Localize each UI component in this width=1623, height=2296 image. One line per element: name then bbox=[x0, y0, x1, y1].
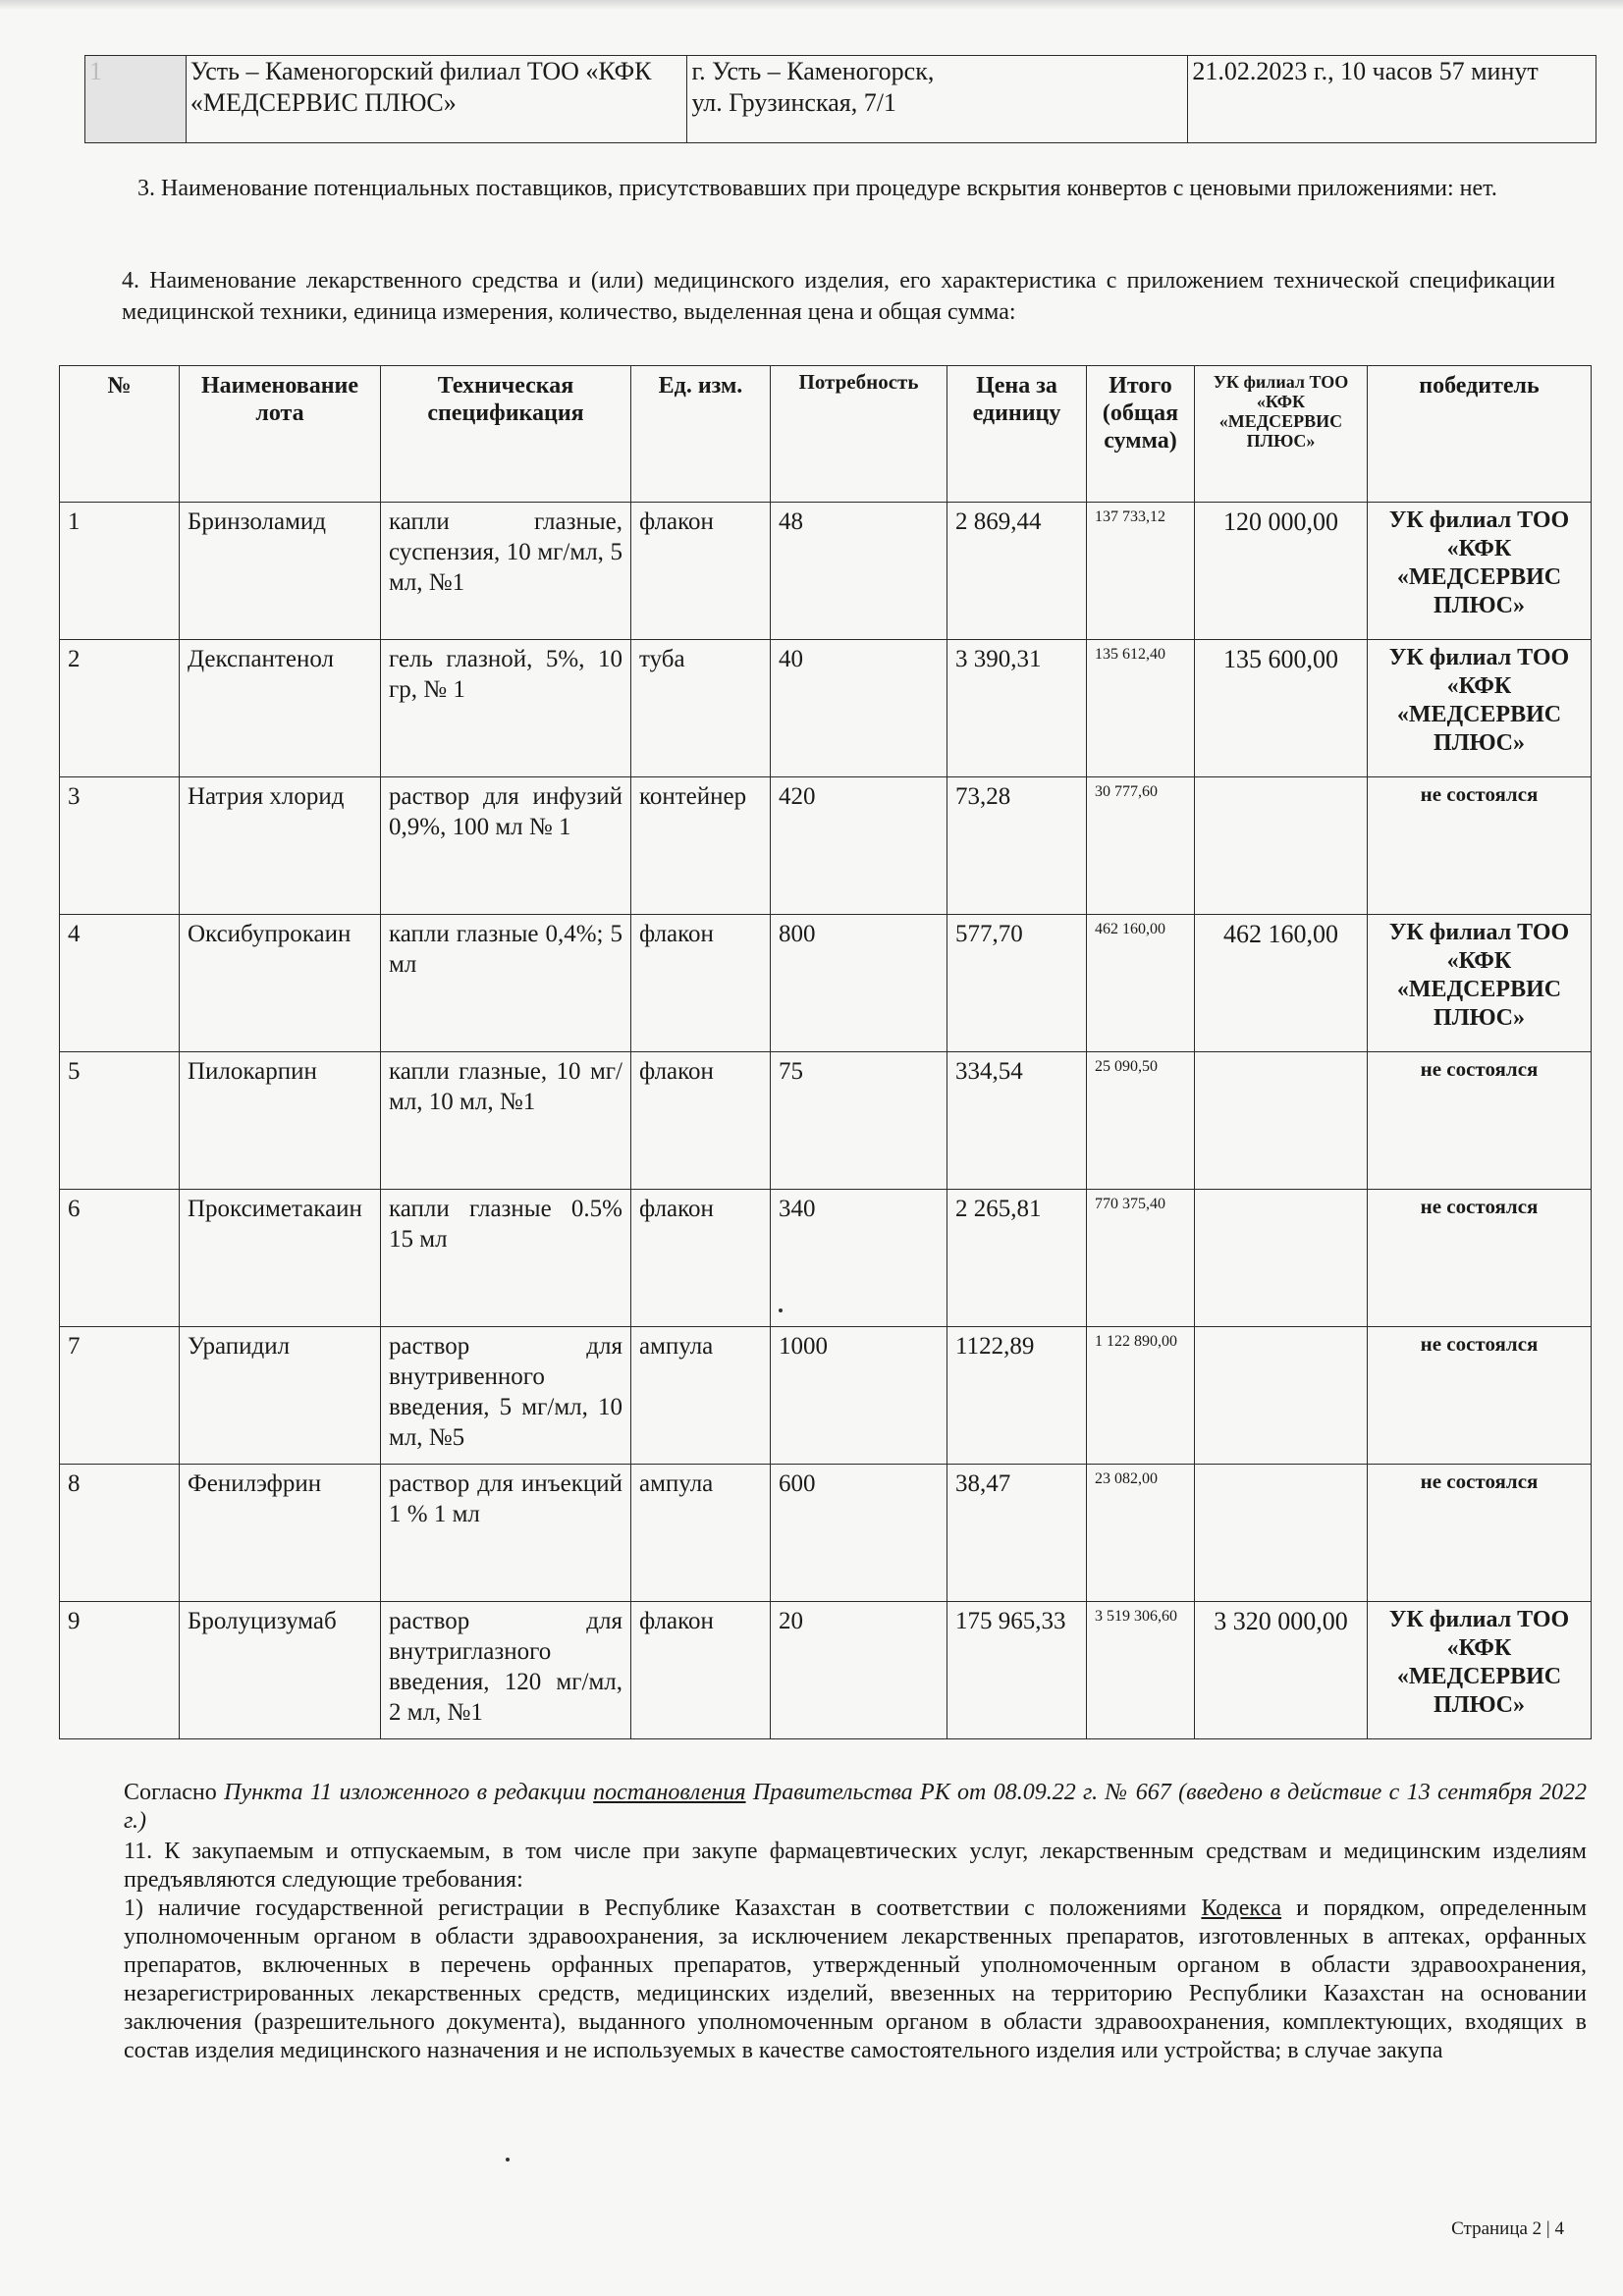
lot-bid: 3 320 000,00 bbox=[1195, 1602, 1368, 1739]
lot-bid bbox=[1195, 1327, 1368, 1465]
col-header-need: Потребность bbox=[771, 366, 947, 503]
lot-total: 3 519 306,60 bbox=[1087, 1602, 1195, 1739]
lot-spec: капли глазные 0,4%; 5 мл bbox=[381, 915, 631, 1052]
col-header-num: № bbox=[60, 366, 180, 503]
supplier-address bbox=[687, 56, 1188, 143]
address-line-2: ул. Грузинская, 7/1 bbox=[691, 88, 896, 117]
legal-intro-a: Согласно bbox=[124, 1780, 225, 1805]
lot-bid bbox=[1195, 777, 1368, 915]
lot-need: 20 bbox=[771, 1602, 947, 1739]
col-header-name: Наименование лота bbox=[180, 366, 381, 503]
legal-intro bbox=[124, 1779, 1587, 1836]
lot-spec: капли глазные, 10 мг/мл, 10 мл, №1 bbox=[381, 1052, 631, 1190]
submission-datetime: 21.02.2023 г., 10 часов 57 минут bbox=[1188, 56, 1596, 143]
lots-table-body bbox=[60, 503, 1592, 1739]
lot-need: 1000 bbox=[771, 1327, 947, 1465]
lot-name: Декспантенол bbox=[180, 640, 381, 777]
section-3-text: 3. Наименование потенциальных поставщиков, присутствовавших при процедуре вскрытия конвертов с ценовыми приложениями: нет. bbox=[137, 176, 1497, 201]
legal-intro-b: Пункта 11 изложенного в редакции bbox=[224, 1780, 594, 1805]
lot-total: 137 733,12 bbox=[1087, 503, 1195, 640]
lot-name: Фенилэфрин bbox=[180, 1465, 381, 1602]
lot-number: 6 bbox=[60, 1190, 180, 1327]
lot-number: 9 bbox=[60, 1602, 180, 1739]
table-row bbox=[85, 56, 1596, 143]
resolution-link[interactable]: постановления bbox=[593, 1780, 746, 1805]
table-row bbox=[60, 503, 1592, 640]
lot-unit-price: 2 869,44 bbox=[947, 503, 1087, 640]
lot-spec: раствор для инфузий 0,9%, 100 мл № 1 bbox=[381, 777, 631, 915]
code-link[interactable]: Кодекса bbox=[1201, 1896, 1282, 1921]
lot-bid: 135 600,00 bbox=[1195, 640, 1368, 777]
opening-results-table bbox=[84, 55, 1596, 143]
lot-spec: капли глазные, суспензия, 10 мг/мл, 5 мл, №1 bbox=[381, 503, 631, 640]
scan-speck bbox=[779, 1308, 783, 1312]
lot-name: Натрия хлорид bbox=[180, 777, 381, 915]
lot-winner: УК филиал ТОО «КФК «МЕДСЕРВИС ПЛЮС» bbox=[1368, 1602, 1592, 1739]
lot-need: 340 bbox=[771, 1190, 947, 1327]
col-header-spec: Техническая спецификация bbox=[381, 366, 631, 503]
col-header-price: Цена за единицу bbox=[947, 366, 1087, 503]
lot-bid: 120 000,00 bbox=[1195, 503, 1368, 640]
col-header-total: Итого (общая сумма) bbox=[1087, 366, 1195, 503]
lot-winner: УК филиал ТОО «КФК «МЕДСЕРВИС ПЛЮС» bbox=[1368, 640, 1592, 777]
col-header-bidder: УК филиал ТОО «КФК «МЕДСЕРВИС ПЛЮС» bbox=[1195, 366, 1368, 503]
lot-name: Бролуцизумаб bbox=[180, 1602, 381, 1739]
lot-need: 420 bbox=[771, 777, 947, 915]
lot-name: Проксиметакаин bbox=[180, 1190, 381, 1327]
lot-winner: не состоялся bbox=[1368, 1190, 1592, 1327]
lots-table bbox=[59, 365, 1592, 1739]
table-row bbox=[60, 915, 1592, 1052]
lot-total: 135 612,40 bbox=[1087, 640, 1195, 777]
lot-unit-price: 2 265,81 bbox=[947, 1190, 1087, 1327]
legal-p1-b: и порядком, определенным уполномоченным органом в области здравоохранения, за исключением лекарственных препаратов, изготовленных в аптеках, орфанных препаратов, включенных в перечень орфанных препаратов, утвержденный уполномоченным органом в области здравоохранения, незарегистрированных лекарственных средств, медицинских изделий, ввезенных на территорию Республики Казахстан на основании заключения (разрешительного документа), выданного уполномоченным органом в области здравоохранения, комплектующих, входящих в состав изделия медицинского назначения и не используемых в качестве самостоятельного изделия или устройства; в случае закупа bbox=[124, 1896, 1588, 2063]
col-header-winner: победитель bbox=[1368, 366, 1592, 503]
lot-unit: ампула bbox=[631, 1465, 771, 1602]
lot-winner: не состоялся bbox=[1368, 1465, 1592, 1602]
legal-paragraph-1 bbox=[124, 1895, 1587, 2065]
lot-spec: раствор для внутривенного введения, 5 мг/мл, 10 мл, №5 bbox=[381, 1327, 631, 1465]
lot-bid bbox=[1195, 1190, 1368, 1327]
lot-need: 48 bbox=[771, 503, 947, 640]
lot-winner: не состоялся bbox=[1368, 1052, 1592, 1190]
lot-unit-price: 73,28 bbox=[947, 777, 1087, 915]
lot-need: 75 bbox=[771, 1052, 947, 1190]
table-row bbox=[60, 777, 1592, 915]
lot-number: 1 bbox=[60, 503, 180, 640]
lot-unit-price: 175 965,33 bbox=[947, 1602, 1087, 1739]
lot-unit: туба bbox=[631, 640, 771, 777]
lot-need: 600 bbox=[771, 1465, 947, 1602]
lot-spec: раствор для инъекций 1 % 1 мл bbox=[381, 1465, 631, 1602]
lot-number: 4 bbox=[60, 915, 180, 1052]
page-number: Страница 2 | 4 bbox=[1451, 2218, 1564, 2239]
table-row bbox=[60, 1052, 1592, 1190]
lot-need: 40 bbox=[771, 640, 947, 777]
lot-unit-price: 334,54 bbox=[947, 1052, 1087, 1190]
lot-number: 3 bbox=[60, 777, 180, 915]
table-row bbox=[60, 1327, 1592, 1465]
supplier-name: Усть – Каменогорский филиал ТОО «КФК «МЕДСЕРВИС ПЛЮС» bbox=[186, 56, 687, 143]
address-line-1: г. Усть – Каменогорск, bbox=[691, 57, 935, 85]
lot-unit: контейнер bbox=[631, 777, 771, 915]
lot-unit: ампула bbox=[631, 1327, 771, 1465]
lot-number: 5 bbox=[60, 1052, 180, 1190]
lot-unit-price: 38,47 bbox=[947, 1465, 1087, 1602]
lot-unit: флакон bbox=[631, 915, 771, 1052]
lot-name: Оксибупрокаин bbox=[180, 915, 381, 1052]
lot-total: 1 122 890,00 bbox=[1087, 1327, 1195, 1465]
table-row bbox=[60, 640, 1592, 777]
scan-speck bbox=[506, 2158, 510, 2162]
lot-number: 7 bbox=[60, 1327, 180, 1465]
lot-bid: 462 160,00 bbox=[1195, 915, 1368, 1052]
lot-spec: раствор для внутриглазного введения, 120 мг/мл, 2 мл, №1 bbox=[381, 1602, 631, 1739]
lot-total: 462 160,00 bbox=[1087, 915, 1195, 1052]
table-header-row bbox=[60, 366, 1592, 503]
lot-winner: не состоялся bbox=[1368, 1327, 1592, 1465]
table-row bbox=[60, 1465, 1592, 1602]
lot-number: 8 bbox=[60, 1465, 180, 1602]
lot-total: 30 777,60 bbox=[1087, 777, 1195, 915]
lot-number: 2 bbox=[60, 640, 180, 777]
lot-total: 23 082,00 bbox=[1087, 1465, 1195, 1602]
row-number: 1 bbox=[85, 56, 187, 143]
table-row bbox=[60, 1190, 1592, 1327]
lot-winner: УК филиал ТОО «КФК «МЕДСЕРВИС ПЛЮС» bbox=[1368, 915, 1592, 1052]
lot-unit-price: 1122,89 bbox=[947, 1327, 1087, 1465]
lot-unit-price: 3 390,31 bbox=[947, 640, 1087, 777]
lot-winner: УК филиал ТОО «КФК «МЕДСЕРВИС ПЛЮС» bbox=[1368, 503, 1592, 640]
lot-need: 800 bbox=[771, 915, 947, 1052]
lot-spec: капли глазные 0.5% 15 мл bbox=[381, 1190, 631, 1327]
lot-name: Урапидил bbox=[180, 1327, 381, 1465]
section-4-text: 4. Наименование лекарственного средства и (или) медицинского изделия, его характеристика с приложением технической спецификации медицинской техники, единица измерения, количество, выделенная цена и общая сумма: bbox=[122, 268, 1555, 325]
table-row bbox=[60, 1602, 1592, 1739]
lot-unit: флакон bbox=[631, 1190, 771, 1327]
legal-p1-a: 1) наличие государственной регистрации в Республике Казахстан в соответствии с положениями bbox=[124, 1896, 1202, 1921]
lot-unit: флакон bbox=[631, 1602, 771, 1739]
lot-unit-price: 577,70 bbox=[947, 915, 1087, 1052]
lot-total: 770 375,40 bbox=[1087, 1190, 1195, 1327]
lot-bid bbox=[1195, 1052, 1368, 1190]
scan-edge bbox=[0, 0, 1623, 10]
legal-paragraph-11: 11. К закупаемым и отпускаемым, в том числе при закупе фармацевтических услуг, лекарственным средствам и медицинским изделиям предъявляются следующие требования: bbox=[124, 1839, 1587, 1893]
lot-total: 25 090,50 bbox=[1087, 1052, 1195, 1190]
lot-unit: флакон bbox=[631, 1052, 771, 1190]
lot-name: Бринзоламид bbox=[180, 503, 381, 640]
col-header-unit: Ед. изм. bbox=[631, 366, 771, 503]
lot-spec: гель глазной, 5%, 10 гр, № 1 bbox=[381, 640, 631, 777]
lot-unit: флакон bbox=[631, 503, 771, 640]
lot-bid bbox=[1195, 1465, 1368, 1602]
lot-winner: не состоялся bbox=[1368, 777, 1592, 915]
legal-intro-c: Правительства РК от 08.09.22 г. № 667 (введено в действие с 13 сентября 2022 г.) bbox=[124, 1780, 1587, 1834]
lot-name: Пилокарпин bbox=[180, 1052, 381, 1190]
